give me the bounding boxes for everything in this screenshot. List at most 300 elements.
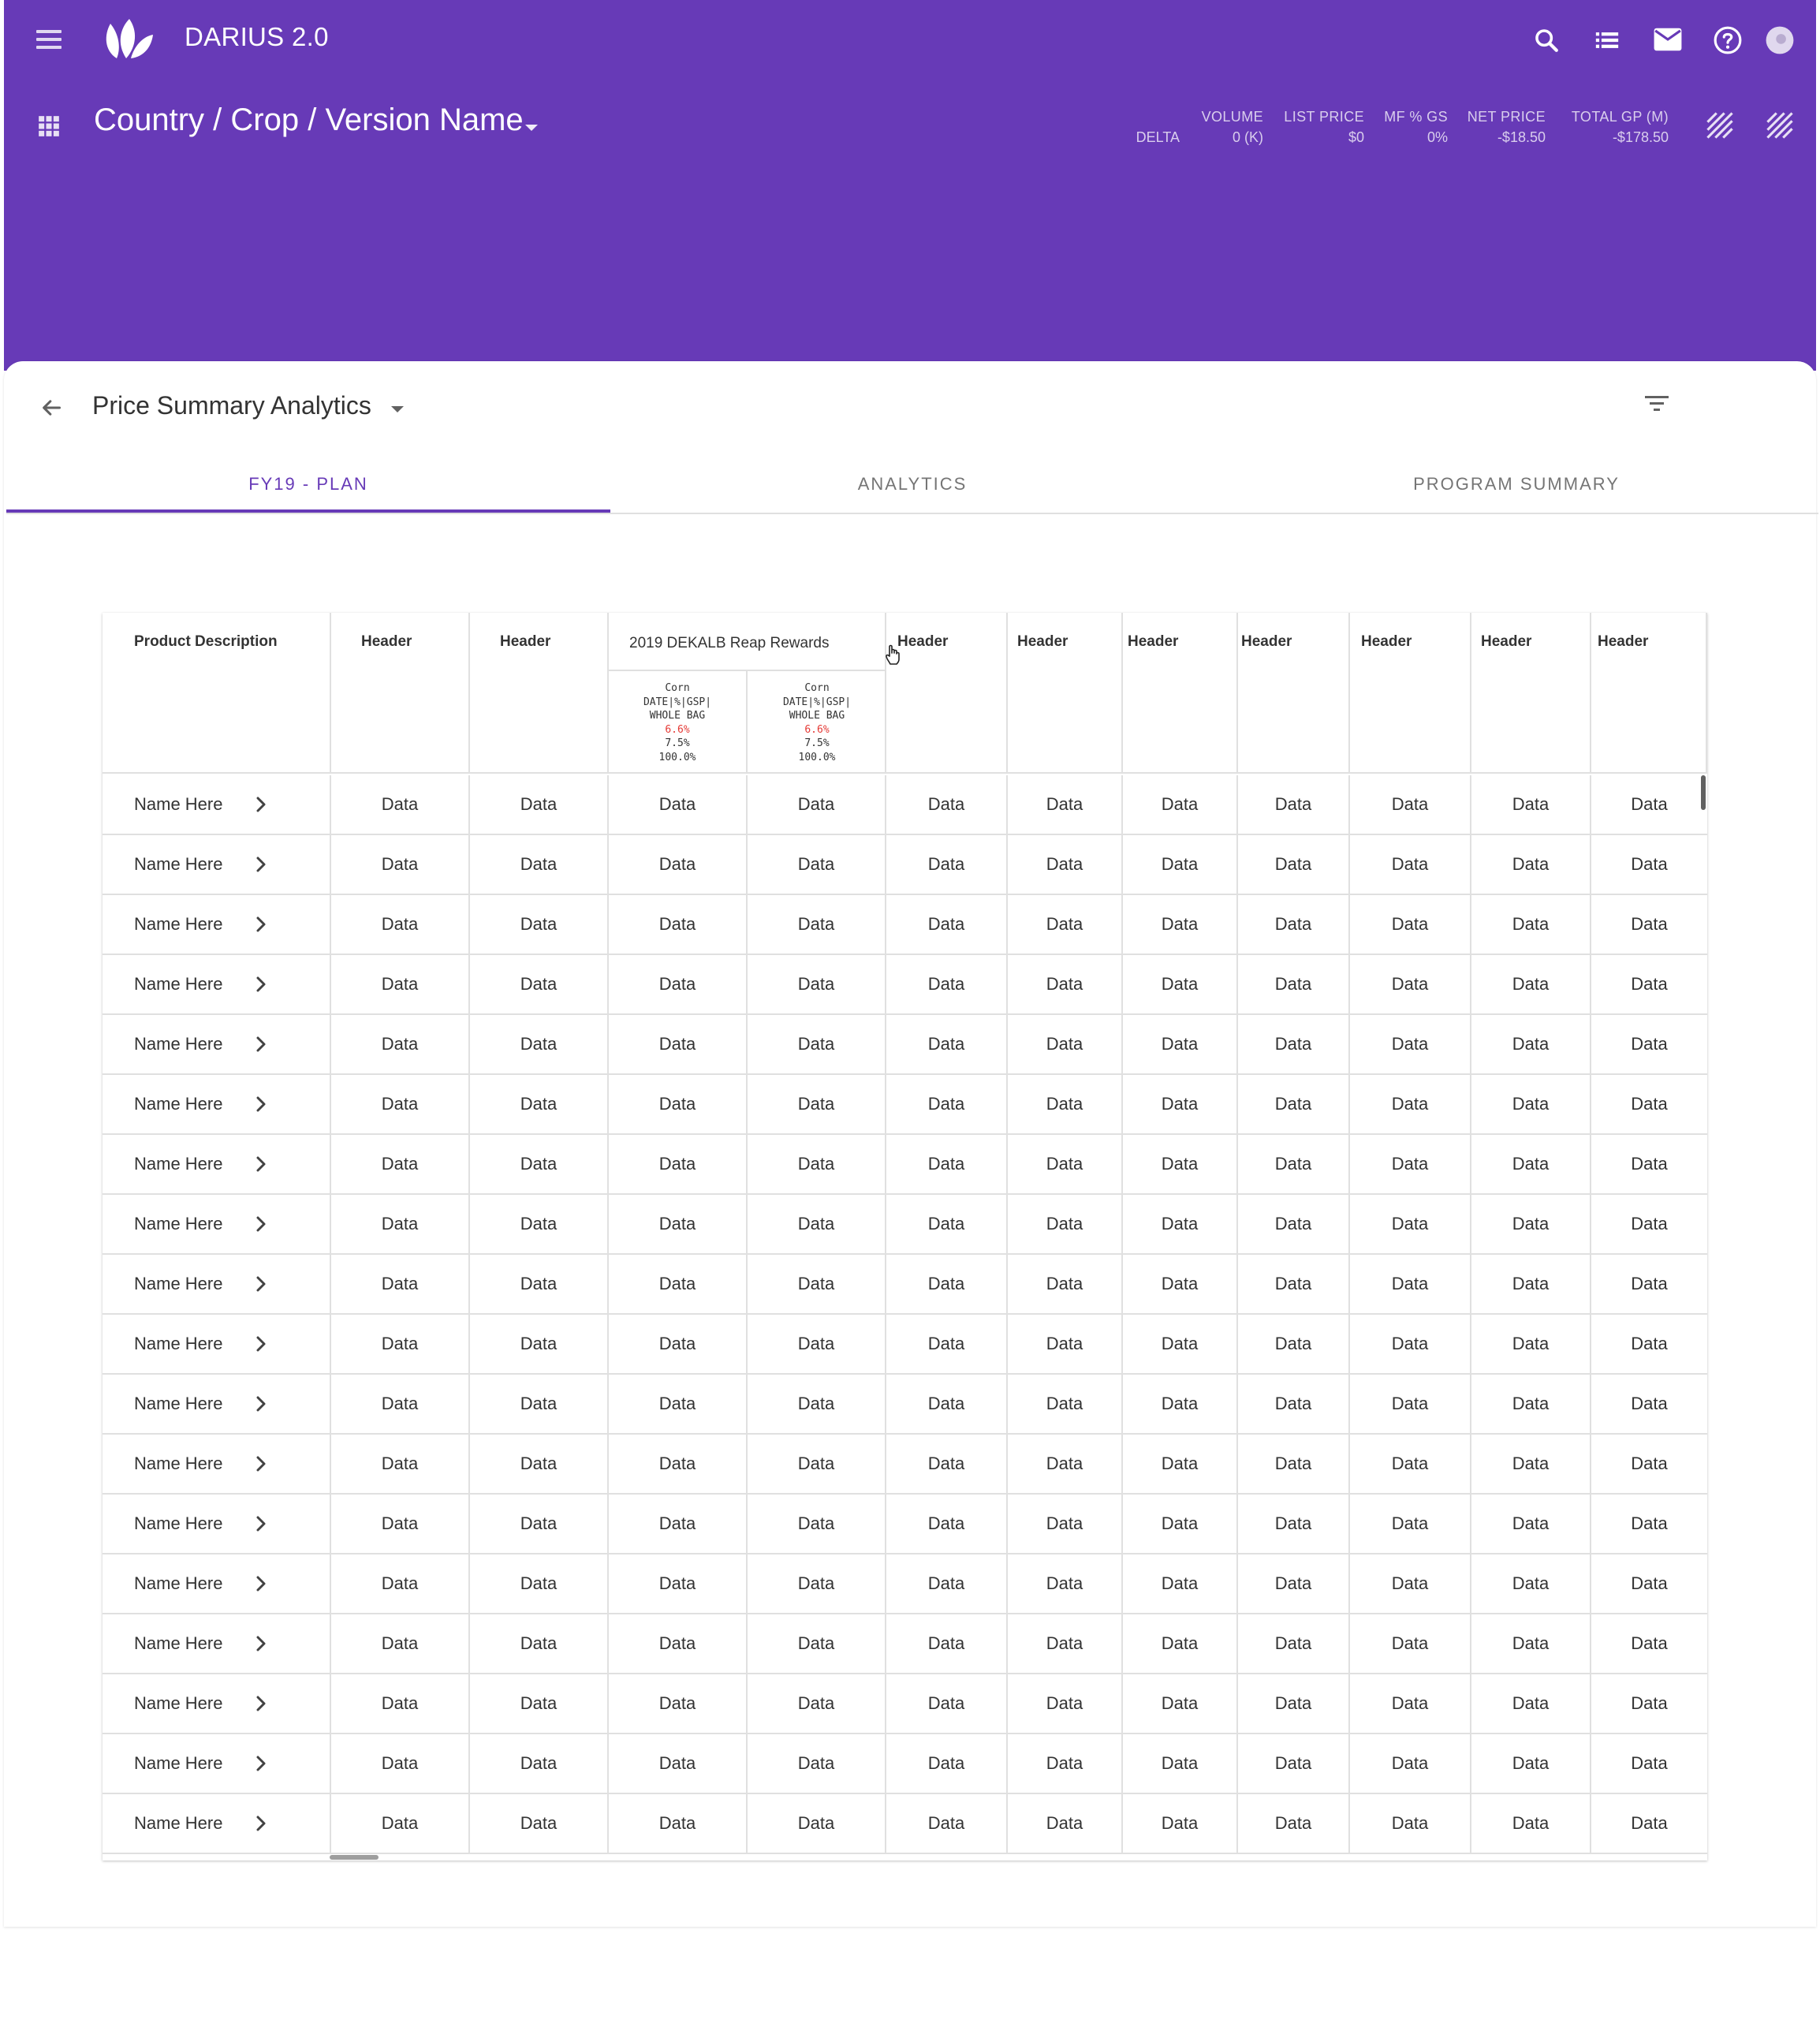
data-cell[interactable]: Data: [886, 1794, 1008, 1853]
table-row[interactable]: [103, 955, 1707, 1015]
row-name-cell[interactable]: [103, 1255, 331, 1313]
data-cell[interactable]: Data: [748, 1075, 886, 1133]
table-row[interactable]: [103, 1674, 1707, 1734]
data-cell[interactable]: Data: [331, 955, 470, 1013]
data-cell[interactable]: Data: [1631, 974, 1668, 994]
data-cell[interactable]: Data: [470, 1135, 609, 1193]
data-cell[interactable]: Data: [1123, 1614, 1238, 1673]
row-name-cell[interactable]: [103, 775, 331, 834]
data-cell[interactable]: Data: [748, 1794, 886, 1853]
data-cell[interactable]: Data: [1350, 1075, 1471, 1133]
page-title[interactable]: Price Summary Analytics: [92, 391, 371, 420]
help-icon[interactable]: [1713, 25, 1743, 55]
data-cell[interactable]: Data: [331, 1015, 470, 1073]
table-row[interactable]: [103, 1614, 1707, 1674]
header-cell-product-description[interactable]: Product Description: [103, 613, 331, 772]
chevron-right-icon[interactable]: [252, 1275, 270, 1293]
data-cell[interactable]: Data: [470, 1674, 609, 1733]
data-cell[interactable]: Data: [1631, 1513, 1668, 1533]
data-cell[interactable]: Data: [1238, 1375, 1350, 1433]
row-name-cell[interactable]: [103, 835, 331, 894]
data-cell[interactable]: Data: [1631, 854, 1668, 874]
data-cell[interactable]: Data: [1238, 1315, 1350, 1373]
data-cell[interactable]: Data: [1350, 1794, 1471, 1853]
data-cell[interactable]: Data: [1631, 1693, 1668, 1713]
data-cell[interactable]: Data: [609, 1554, 748, 1613]
data-cell[interactable]: Data: [331, 1315, 470, 1373]
sub-header-corn-1: Corn DATE|%|GSP| WHOLE BAG 6.6% 7.5% 100.0%: [609, 670, 748, 772]
data-cell[interactable]: Data: [609, 1674, 748, 1733]
data-cell[interactable]: Data: [1471, 835, 1591, 894]
data-cell[interactable]: Data: [1123, 1195, 1238, 1253]
chevron-right-icon[interactable]: [252, 1755, 270, 1772]
data-cell[interactable]: Data: [748, 1255, 886, 1313]
row-name: Name Here: [134, 794, 223, 814]
data-cell[interactable]: Data: [331, 1614, 470, 1673]
data-cell[interactable]: Data: [886, 1075, 1008, 1133]
data-cell[interactable]: Data: [1008, 835, 1123, 894]
data-cell[interactable]: Data: [748, 1614, 886, 1673]
menu-icon[interactable]: [36, 30, 62, 50]
data-cell[interactable]: Data: [748, 1315, 886, 1373]
header-cell[interactable]: Header: [1591, 613, 1707, 772]
data-cell[interactable]: Data: [1631, 1154, 1668, 1174]
data-cell[interactable]: Data: [1350, 1734, 1471, 1793]
chevron-right-icon[interactable]: [252, 1575, 270, 1592]
data-cell[interactable]: Data: [886, 1495, 1008, 1553]
chevron-right-icon[interactable]: [252, 1815, 270, 1832]
data-cell[interactable]: Data: [1350, 1195, 1471, 1253]
data-cell[interactable]: Data: [1123, 1794, 1238, 1853]
chevron-right-icon[interactable]: [252, 916, 270, 933]
tab-analytics[interactable]: ANALYTICS: [857, 474, 968, 494]
data-cell[interactable]: Data: [331, 1255, 470, 1313]
data-cell[interactable]: Data: [1238, 1674, 1350, 1733]
data-cell[interactable]: Data: [886, 1315, 1008, 1373]
data-cell[interactable]: Data: [1123, 775, 1238, 834]
table-row[interactable]: [103, 1435, 1707, 1495]
data-cell[interactable]: Data: [1471, 1315, 1591, 1373]
data-cell[interactable]: Data: [886, 895, 1008, 954]
data-cell[interactable]: Data: [748, 1375, 886, 1433]
data-cell[interactable]: Data: [470, 955, 609, 1013]
data-cell[interactable]: Data: [886, 1614, 1008, 1673]
data-cell[interactable]: Data: [331, 775, 470, 834]
data-cell[interactable]: Data: [1350, 1495, 1471, 1553]
data-cell[interactable]: Data: [1238, 775, 1350, 834]
data-cell[interactable]: Data: [1471, 955, 1591, 1013]
header-cell[interactable]: Header: [331, 613, 470, 772]
row-name: Name Here: [134, 1334, 223, 1353]
data-cell[interactable]: Data: [1350, 1135, 1471, 1193]
data-cell[interactable]: Data: [609, 835, 748, 894]
placeholder-icon[interactable]: [1766, 112, 1793, 139]
data-cell[interactable]: Data: [470, 835, 609, 894]
data-cell[interactable]: Data: [1238, 1135, 1350, 1193]
data-cell[interactable]: Data: [1350, 1315, 1471, 1373]
data-cell[interactable]: Data: [1123, 1315, 1238, 1373]
data-cell[interactable]: Data: [609, 1614, 748, 1673]
data-cell[interactable]: Data: [1008, 1315, 1123, 1373]
data-cell[interactable]: Data: [748, 1195, 886, 1253]
row-name: Name Here: [134, 1693, 223, 1713]
data-cell[interactable]: Data: [470, 1734, 609, 1793]
data-cell[interactable]: Data: [331, 1375, 470, 1433]
data-cell[interactable]: Data: [886, 1135, 1008, 1193]
data-cell[interactable]: Data: [1350, 955, 1471, 1013]
filter-icon[interactable]: [1643, 393, 1670, 415]
data-cell[interactable]: Data: [1008, 1375, 1123, 1433]
data-cell[interactable]: Data: [331, 1435, 470, 1493]
data-cell[interactable]: Data: [1471, 1674, 1591, 1733]
data-cell[interactable]: Data: [470, 1614, 609, 1673]
avatar[interactable]: [1765, 25, 1795, 55]
header-cell[interactable]: Header: [470, 613, 609, 772]
data-cell[interactable]: Data: [1238, 1015, 1350, 1073]
data-cell[interactable]: Data: [886, 1255, 1008, 1313]
chevron-right-icon[interactable]: [252, 796, 270, 813]
data-cell[interactable]: Data: [609, 1734, 748, 1793]
data-cell[interactable]: Data: [1471, 1255, 1591, 1313]
data-cell[interactable]: Data: [331, 1674, 470, 1733]
data-cell[interactable]: Data: [886, 1435, 1008, 1493]
chevron-right-icon[interactable]: [252, 1036, 270, 1053]
data-cell[interactable]: Data: [1008, 1195, 1123, 1253]
data-cell[interactable]: Data: [1008, 895, 1123, 954]
data-cell[interactable]: Data: [1008, 955, 1123, 1013]
data-cell[interactable]: Data: [1631, 1633, 1668, 1653]
data-cell[interactable]: Data: [1350, 1614, 1471, 1673]
data-cell[interactable]: Data: [1471, 775, 1591, 834]
chevron-right-icon[interactable]: [252, 976, 270, 993]
row-name-cell[interactable]: [103, 1075, 331, 1133]
data-cell[interactable]: Data: [1123, 955, 1238, 1013]
row-name-cell[interactable]: [103, 1195, 331, 1253]
table-row[interactable]: [103, 1135, 1707, 1195]
data-cell[interactable]: Data: [1008, 1794, 1123, 1853]
data-cell[interactable]: Data: [748, 1674, 886, 1733]
data-cell[interactable]: Data: [748, 775, 886, 834]
data-cell[interactable]: Data: [331, 1794, 470, 1853]
header-cell[interactable]: Header: [1350, 613, 1471, 772]
table-row[interactable]: [103, 1495, 1707, 1554]
breadcrumb: Country / Crop / Version Name: [94, 103, 524, 137]
row-name-cell[interactable]: [103, 1135, 331, 1193]
placeholder-icon[interactable]: [1706, 112, 1733, 139]
tab-fy19-plan[interactable]: FY19 - PLAN: [248, 474, 368, 494]
data-cell[interactable]: Data: [1238, 1495, 1350, 1553]
data-cell[interactable]: Data: [1123, 1375, 1238, 1433]
data-cell[interactable]: Data: [470, 895, 609, 954]
data-cell[interactable]: Data: [886, 1375, 1008, 1433]
data-cell[interactable]: Data: [609, 1015, 748, 1073]
row-name-cell[interactable]: [103, 1614, 331, 1673]
row-name-cell[interactable]: [103, 1375, 331, 1433]
row-name: Name Here: [134, 914, 223, 934]
tab-program-summary[interactable]: PROGRAM SUMMARY: [1413, 474, 1620, 494]
data-cell[interactable]: Data: [1631, 1573, 1668, 1593]
data-cell[interactable]: Data: [1123, 1554, 1238, 1613]
mail-icon[interactable]: [1653, 27, 1683, 52]
data-cell[interactable]: Data: [1008, 1554, 1123, 1613]
data-cell[interactable]: Data: [1471, 1135, 1591, 1193]
table-row[interactable]: [103, 1255, 1707, 1315]
data-cell[interactable]: Data: [609, 1495, 748, 1553]
row-name-cell[interactable]: [103, 895, 331, 954]
version-selector[interactable]: [94, 103, 524, 138]
chevron-right-icon[interactable]: [252, 1335, 270, 1353]
data-cell[interactable]: Data: [1238, 895, 1350, 954]
data-cell[interactable]: Data: [1008, 1495, 1123, 1553]
data-cell[interactable]: Data: [609, 1075, 748, 1133]
data-cell[interactable]: Data: [1008, 1135, 1123, 1193]
data-cell[interactable]: Data: [609, 1315, 748, 1373]
data-cell[interactable]: Data: [1350, 895, 1471, 954]
data-cell[interactable]: Data: [1350, 1255, 1471, 1313]
row-name-cell[interactable]: [103, 1315, 331, 1373]
row-name-cell[interactable]: [103, 1495, 331, 1553]
data-cell[interactable]: Data: [470, 1315, 609, 1373]
data-cell[interactable]: Data: [1238, 1075, 1350, 1133]
chevron-right-icon[interactable]: [252, 1695, 270, 1712]
data-cell[interactable]: Data: [1238, 1435, 1350, 1493]
data-cell[interactable]: Data: [886, 955, 1008, 1013]
row-name-cell[interactable]: [103, 955, 331, 1013]
table-row[interactable]: [103, 1794, 1707, 1854]
data-cell[interactable]: Data: [886, 775, 1008, 834]
data-cell[interactable]: Data: [470, 1375, 609, 1433]
data-cell[interactable]: Data: [331, 895, 470, 954]
chevron-right-icon[interactable]: [252, 1095, 270, 1113]
table-row[interactable]: [103, 1734, 1707, 1794]
data-cell[interactable]: Data: [1008, 1734, 1123, 1793]
data-cell[interactable]: Data: [609, 1255, 748, 1313]
data-cell[interactable]: Data: [1471, 1075, 1591, 1133]
row-name: Name Here: [134, 1633, 223, 1653]
data-cell[interactable]: Data: [748, 1734, 886, 1793]
header-cell[interactable]: Header: [1238, 613, 1350, 772]
data-cell[interactable]: Data: [470, 1794, 609, 1853]
data-cell[interactable]: Data: [1350, 835, 1471, 894]
table-row[interactable]: [103, 1315, 1707, 1375]
data-cell[interactable]: Data: [1631, 1034, 1668, 1054]
data-cell[interactable]: Data: [1471, 1614, 1591, 1673]
row-name-cell[interactable]: [103, 1794, 331, 1853]
data-cell[interactable]: Data: [1123, 1255, 1238, 1313]
data-cell[interactable]: Data: [1471, 1734, 1591, 1793]
list-icon[interactable]: [1593, 27, 1621, 54]
data-cell[interactable]: Data: [1008, 1255, 1123, 1313]
data-cell[interactable]: Data: [1471, 1375, 1591, 1433]
data-cell[interactable]: Data: [1350, 1674, 1471, 1733]
data-cell[interactable]: Data: [748, 1435, 886, 1493]
data-cell[interactable]: Data: [470, 1195, 609, 1253]
data-cell[interactable]: Data: [886, 1554, 1008, 1613]
data-cell[interactable]: Data: [609, 1794, 748, 1853]
data-cell[interactable]: Data: [470, 775, 609, 834]
data-cell[interactable]: Data: [886, 1195, 1008, 1253]
data-cell[interactable]: Data: [331, 1075, 470, 1133]
row-name: Name Here: [134, 1813, 223, 1833]
data-cell[interactable]: Data: [1631, 1813, 1668, 1833]
data-cell[interactable]: Data: [470, 1435, 609, 1493]
data-cell[interactable]: Data: [1123, 895, 1238, 954]
data-cell[interactable]: Data: [609, 1195, 748, 1253]
data-cell[interactable]: Data: [470, 1015, 609, 1073]
data-cell[interactable]: Data: [1123, 835, 1238, 894]
row-name-cell[interactable]: [103, 1734, 331, 1793]
table-row[interactable]: [103, 1015, 1707, 1075]
data-cell[interactable]: Data: [1631, 1334, 1668, 1353]
header-cell[interactable]: Header: [1008, 613, 1123, 772]
data-cell[interactable]: Data: [609, 895, 748, 954]
back-arrow-icon[interactable]: [38, 394, 65, 421]
data-cell[interactable]: Data: [1631, 1753, 1668, 1773]
data-cell[interactable]: Data: [1008, 1614, 1123, 1673]
data-cell[interactable]: Data: [1631, 1394, 1668, 1413]
data-cell[interactable]: Data: [1238, 1794, 1350, 1853]
data-cell[interactable]: Data: [331, 1135, 470, 1193]
header-cell[interactable]: Header: [886, 613, 1008, 772]
row-name: Name Here: [134, 1454, 223, 1473]
table-row[interactable]: [103, 835, 1707, 895]
metric-total-gp: TOTAL GP (M) -$178.50: [1571, 109, 1669, 145]
data-cell[interactable]: Data: [1471, 1495, 1591, 1553]
data-cell[interactable]: Data: [470, 1075, 609, 1133]
data-cell[interactable]: Data: [331, 835, 470, 894]
data-cell[interactable]: Data: [1631, 1214, 1668, 1233]
data-cell[interactable]: Data: [331, 1495, 470, 1553]
table-row[interactable]: [103, 1195, 1707, 1255]
data-cell[interactable]: Data: [470, 1554, 609, 1613]
data-cell[interactable]: Data: [1238, 1255, 1350, 1313]
data-cell[interactable]: Data: [1471, 1195, 1591, 1253]
data-cell[interactable]: Data: [1631, 914, 1668, 934]
data-cell[interactable]: Data: [1008, 1674, 1123, 1733]
chevron-right-icon[interactable]: [252, 856, 270, 873]
chevron-right-icon[interactable]: [252, 1515, 270, 1532]
data-cell[interactable]: Data: [1631, 1274, 1668, 1293]
data-cell[interactable]: Data: [609, 1135, 748, 1193]
data-cell[interactable]: Data: [609, 1375, 748, 1433]
data-cell[interactable]: Data: [1123, 1135, 1238, 1193]
data-cell[interactable]: Data: [1471, 895, 1591, 954]
data-cell[interactable]: Data: [470, 1255, 609, 1313]
data-cell[interactable]: Data: [1238, 955, 1350, 1013]
apps-grid-icon[interactable]: [38, 115, 60, 137]
data-cell[interactable]: Data: [1471, 1554, 1591, 1613]
data-cell[interactable]: Data: [1631, 1094, 1668, 1114]
row-name-cell[interactable]: [103, 1015, 331, 1073]
chevron-right-icon[interactable]: [252, 1155, 270, 1173]
row-name: Name Here: [134, 1394, 223, 1413]
data-cell[interactable]: Data: [609, 1435, 748, 1493]
header-cell[interactable]: Header: [1471, 613, 1591, 772]
data-cell[interactable]: Data: [1008, 775, 1123, 834]
data-cell[interactable]: Data: [1631, 794, 1668, 814]
data-cell[interactable]: Data: [331, 1195, 470, 1253]
data-cell[interactable]: Data: [748, 895, 886, 954]
row-name: Name Here: [134, 1214, 223, 1233]
data-cell[interactable]: Data: [1350, 1435, 1471, 1493]
row-name-cell[interactable]: [103, 1674, 331, 1733]
data-cell[interactable]: Data: [748, 1135, 886, 1193]
row-name-cell[interactable]: [103, 1435, 331, 1493]
tab-bar: [6, 457, 1818, 514]
horizontal-scrollbar[interactable]: [330, 1855, 379, 1860]
data-cell[interactable]: Data: [748, 955, 886, 1013]
data-cell[interactable]: Data: [886, 835, 1008, 894]
data-cell[interactable]: Data: [886, 1674, 1008, 1733]
data-cell[interactable]: Data: [1238, 835, 1350, 894]
table-row[interactable]: [103, 775, 1707, 835]
data-cell[interactable]: Data: [609, 955, 748, 1013]
caret-down-icon[interactable]: [390, 404, 405, 415]
data-cell[interactable]: Data: [1238, 1734, 1350, 1793]
data-cell[interactable]: Data: [1631, 1454, 1668, 1473]
data-cell[interactable]: Data: [1008, 1435, 1123, 1493]
data-cell[interactable]: Data: [1123, 1075, 1238, 1133]
data-cell[interactable]: Data: [1008, 1015, 1123, 1073]
data-cell[interactable]: Data: [1238, 1554, 1350, 1613]
search-icon[interactable]: [1533, 27, 1560, 54]
table-row[interactable]: [103, 1075, 1707, 1135]
data-cell[interactable]: Data: [1471, 1435, 1591, 1493]
row-name: Name Here: [134, 1573, 223, 1593]
data-cell[interactable]: Data: [331, 1734, 470, 1793]
data-cell[interactable]: Data: [748, 835, 886, 894]
data-cell[interactable]: Data: [886, 1015, 1008, 1073]
data-cell[interactable]: Data: [1471, 1794, 1591, 1853]
row-name-cell[interactable]: [103, 1554, 331, 1613]
table-row[interactable]: [103, 895, 1707, 955]
data-cell[interactable]: Data: [748, 1495, 886, 1553]
row-name: Name Here: [134, 1094, 223, 1114]
table-row[interactable]: [103, 1554, 1707, 1614]
data-cell[interactable]: Data: [1123, 1015, 1238, 1073]
chevron-right-icon[interactable]: [252, 1215, 270, 1233]
data-cell[interactable]: Data: [609, 775, 748, 834]
data-cell[interactable]: Data: [470, 1495, 609, 1553]
row-name: Name Here: [134, 1034, 223, 1054]
chevron-down-icon[interactable]: [522, 120, 541, 136]
data-cell[interactable]: Data: [1123, 1435, 1238, 1493]
data-cell[interactable]: Data: [1471, 1015, 1591, 1073]
data-cell[interactable]: Data: [748, 1015, 886, 1073]
data-cell[interactable]: Data: [886, 1734, 1008, 1793]
data-cell[interactable]: Data: [1350, 1554, 1471, 1613]
data-cell[interactable]: Data: [1350, 1015, 1471, 1073]
data-cell[interactable]: Data: [1008, 1075, 1123, 1133]
data-cell[interactable]: Data: [1350, 1375, 1471, 1433]
table-row[interactable]: [103, 1375, 1707, 1435]
header-cell[interactable]: Header: [1123, 613, 1238, 772]
data-cell[interactable]: Data: [1238, 1614, 1350, 1673]
data-cell[interactable]: Data: [1238, 1195, 1350, 1253]
metric-mf-gs: MF % GS 0%: [1384, 109, 1448, 145]
chevron-right-icon[interactable]: [252, 1455, 270, 1472]
data-cell[interactable]: Data: [1350, 775, 1471, 834]
data-cell[interactable]: Data: [1123, 1495, 1238, 1553]
vertical-scrollbar[interactable]: [1701, 775, 1706, 810]
data-cell[interactable]: Data: [1123, 1674, 1238, 1733]
chevron-right-icon[interactable]: [252, 1635, 270, 1652]
header-group-dekalb-reap-rewards[interactable]: 2019 DEKALB Reap Rewards Corn DATE|%|GSP| WHOLE BAG 6.6% 7.5% 100.0% Corn DATE|%|GSP| WHOLE BAG 6.6% 7.5% 100.0%: [609, 613, 886, 772]
data-cell[interactable]: Data: [1123, 1734, 1238, 1793]
chevron-right-icon[interactable]: [252, 1395, 270, 1413]
data-cell[interactable]: Data: [331, 1554, 470, 1613]
data-cell[interactable]: Data: [748, 1554, 886, 1613]
